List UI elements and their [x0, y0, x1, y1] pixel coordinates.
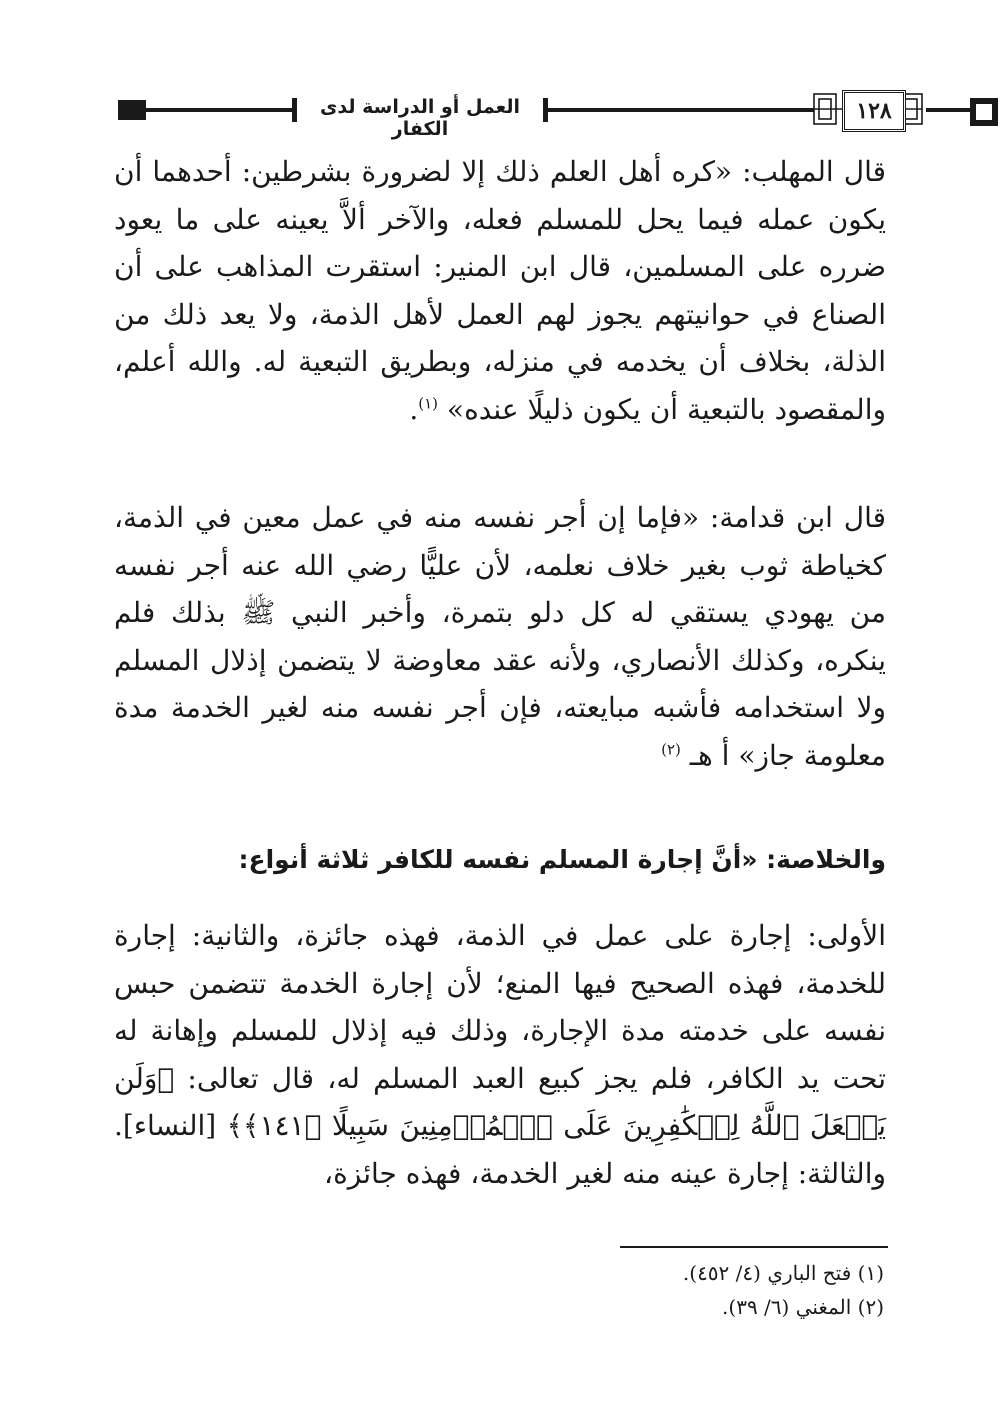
paragraph-text: قال المهلب: «كره أهل العلم ذلك إلا لضرورة بشرطين: أحدهما أن يكون عمله فيما يحل للمسلم فعله، والآخر ألاَّ يعينه على ما يعود ضرره على المسلمين، قال ابن المنير: استقرت المذاهب على أن الصناع في حوانيتهم يجوز لهم العمل لأهل الذمة، ولا يعد ذلك من الذلة، بخلاف أن يخدمه في منزله، وبطريق التبعية له. والله أعلم، والمقصود بالتبعية أن يكون ذليلًا عنده» — [114, 155, 887, 426]
header-rule-middle — [548, 108, 814, 112]
page-header — [118, 86, 892, 140]
paragraph: الأولى: إجارة على عمل في الذمة، فهذه جائزة، والثانية: إجارة للخدمة، فهذه الصحيح فيها المنع؛ لأن إجارة الخدمة تتضمن حبس نفسه على خدمته مدة الإجارة، وذلك فيه إذلال للمسلم وإهانة له تحت يد الكافر، فلم يجز كبيع العبد المسلم له، قال تعالى: ﴿وَلَن يَجۡعَلَ ٱللَّهُ لِلۡكَٰفِرِينَ عَلَى ٱلۡمُؤۡمِنِينَ سَبِيلًا ﴿١٤١﴾﴾ [النساء]. والثالثة: إجارة عينه منه لغير الخدمة، فهذه جائزة، — [114, 919, 887, 1190]
paragraph — [114, 148, 886, 433]
paragraph — [114, 494, 886, 779]
summary-heading: والخلاصة: «أنَّ إجارة المسلم نفسه للكافر ثلاثة أنواع: — [238, 845, 886, 874]
footnote-item: (٢) المغني (٦/ ٣٩). — [722, 1295, 884, 1319]
footnote-separator — [620, 1246, 888, 1248]
footnotes — [114, 1256, 884, 1324]
footnote-ref: (٢) — [661, 740, 681, 759]
header-ornament-block — [118, 100, 146, 120]
footnote-ref: (١) — [418, 394, 439, 413]
page-number: ١٢٨ — [842, 90, 906, 132]
header-rule-right — [926, 108, 970, 112]
paragraph-end: . — [409, 392, 419, 426]
header-ornament-box — [970, 98, 998, 126]
header-rule-left — [146, 108, 294, 112]
header-bar — [292, 98, 297, 122]
running-title: العمل أو الدراسة لدى الكفار — [319, 96, 521, 140]
footnote-item: (١) فتح الباري (٤/ ٤٥٢). — [682, 1261, 884, 1285]
paragraph-text: قال ابن قدامة: «فإما إن أجر نفسه منه في عمل معين في الذمة، كخياطة ثوب بغير خلاف نعلمه، لأن عليًّا رضي الله عنه أجر نفسه من يهودي يستقي له كل دلو بتمرة، وأخبر النبي ﷺ بذلك فلم ينكره، وكذلك الأنصاري، ولأنه عقد معاوضة لا يتضمن إذلال المسلم ولا استخدامه فأشبه مبايعته، فإن أجر نفسه منه لغير الخدمة مدة معلومة جاز» أ هـ — [114, 501, 886, 772]
